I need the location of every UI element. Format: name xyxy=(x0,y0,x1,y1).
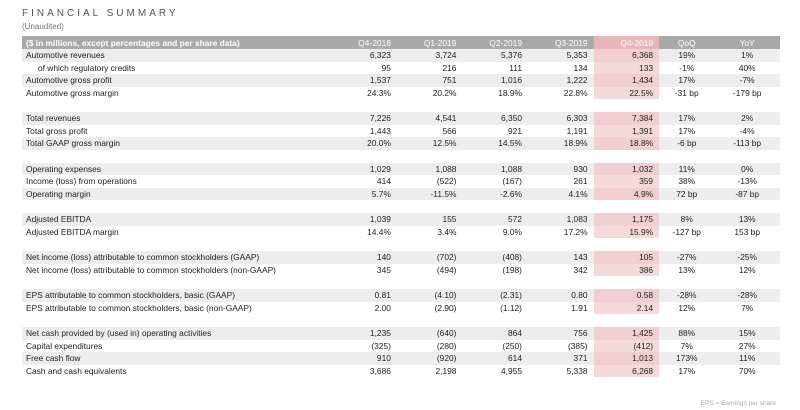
table-cell: 153 bp xyxy=(734,226,760,237)
table-cell: 173% xyxy=(659,352,714,365)
table-cell: 17.2% xyxy=(563,226,588,237)
page-title: FINANCIAL SUMMARY xyxy=(22,8,179,19)
table-cell: (408) xyxy=(462,251,528,264)
table-cell: 18.8% xyxy=(594,137,660,150)
table-cell: 1,537 xyxy=(331,74,397,87)
row-label: Total gross profit xyxy=(26,125,88,136)
table-row xyxy=(22,302,780,315)
spacer-cell xyxy=(22,99,780,112)
table-cell: 614 xyxy=(462,352,528,365)
table-cell: 1,016 xyxy=(462,74,528,87)
row-label: EPS attributable to common stockholders, basic (GAAP) xyxy=(22,289,331,302)
footnote: EPS = Earnings per share xyxy=(700,400,776,407)
table-cell: 12.5% xyxy=(397,137,463,150)
table-cell: 18.9% xyxy=(528,137,594,150)
table-row xyxy=(22,87,780,100)
table-cell: 3,724 xyxy=(397,49,463,62)
table-cell: 566 xyxy=(442,125,457,136)
table-cell: 13% xyxy=(714,213,780,226)
table-cell: 1,175 xyxy=(594,213,660,226)
table-row xyxy=(22,74,780,87)
table-cell: 12% xyxy=(678,302,696,313)
table-cell: -7% xyxy=(714,74,780,87)
table-cell: 0.58 xyxy=(594,289,660,302)
row-label: Cash and cash equivalents xyxy=(26,365,127,376)
table-cell: 22.8% xyxy=(563,87,588,98)
table-cell: 572 xyxy=(462,213,528,226)
column-header-q2-2019: Q2-2019 xyxy=(462,36,528,49)
group-spacer xyxy=(22,276,780,289)
table-cell: 9.0% xyxy=(502,226,522,237)
table-cell: 7,226 xyxy=(331,112,397,125)
table-cell: 155 xyxy=(397,213,463,226)
table-row xyxy=(22,352,780,365)
table-row xyxy=(22,112,780,125)
group-spacer xyxy=(22,99,780,112)
table-cell: 20.2% xyxy=(432,87,457,98)
table-cell: 5,376 xyxy=(462,49,528,62)
table-cell: 756 xyxy=(528,327,594,340)
table-cell: 7,384 xyxy=(594,112,660,125)
table-cell: 14.4% xyxy=(367,226,391,237)
financial-summary-table-wrap xyxy=(22,36,780,377)
spacer-cell xyxy=(22,150,780,163)
table-row xyxy=(22,163,780,176)
table-cell: 2,198 xyxy=(435,365,457,376)
table-row xyxy=(22,62,780,75)
table-cell: 3.4% xyxy=(437,226,457,237)
table-cell: 17% xyxy=(678,125,696,136)
table-cell: 17% xyxy=(659,112,714,125)
table-cell: 1,425 xyxy=(594,327,660,340)
table-row xyxy=(22,226,780,239)
table-cell: 414 xyxy=(376,176,391,187)
table-cell: 5,338 xyxy=(566,365,588,376)
row-label: Adjusted EBITDA margin xyxy=(26,226,119,237)
table-cell: -113 bp xyxy=(714,137,780,150)
table-cell: (198) xyxy=(502,264,522,275)
table-cell: 70% xyxy=(738,365,756,376)
table-cell: 12% xyxy=(738,264,756,275)
table-cell: 6,368 xyxy=(594,49,660,62)
table-cell: 0.80 xyxy=(528,289,594,302)
financial-summary-table xyxy=(22,36,780,377)
table-cell: 140 xyxy=(331,251,397,264)
table-cell: 13% xyxy=(678,264,696,275)
table-row xyxy=(22,213,780,226)
column-header-q4-2018: Q4-2018 xyxy=(331,36,397,49)
table-row xyxy=(22,340,780,353)
table-cell: (167) xyxy=(502,176,522,187)
table-cell: (2.90) xyxy=(434,302,457,313)
table-cell: 1,039 xyxy=(331,213,397,226)
table-cell: 111 xyxy=(509,62,522,73)
spacer-cell xyxy=(22,238,780,251)
spacer-cell xyxy=(22,276,780,289)
table-row xyxy=(22,365,780,378)
table-row xyxy=(22,251,780,264)
row-label: Total GAAP gross margin xyxy=(22,137,331,150)
table-cell: 910 xyxy=(331,352,397,365)
table-row xyxy=(22,49,780,62)
spacer-cell xyxy=(22,314,780,327)
table-cell: 1,434 xyxy=(594,74,660,87)
table-cell: 2.14 xyxy=(594,302,660,315)
table-cell: 216 xyxy=(442,62,457,73)
row-label: Adjusted EBITDA xyxy=(22,213,331,226)
header-label: ($ in millions, except percentages and per share data) xyxy=(22,36,331,49)
table-cell: (640) xyxy=(397,327,463,340)
table-cell: -4% xyxy=(739,125,755,136)
table-cell: -179 bp xyxy=(732,87,762,98)
table-cell: 20.0% xyxy=(331,137,397,150)
table-cell: 342 xyxy=(573,264,588,275)
table-cell: 14.5% xyxy=(462,137,528,150)
table-cell: 2% xyxy=(714,112,780,125)
table-cell: 38% xyxy=(678,176,696,187)
table-cell: 17% xyxy=(678,365,696,376)
table-row xyxy=(22,289,780,302)
table-cell: 1,443 xyxy=(369,125,391,136)
table-cell: 24.3% xyxy=(367,87,391,98)
table-row xyxy=(22,125,780,138)
table-cell: -27% xyxy=(659,251,714,264)
table-cell: 1.91 xyxy=(571,302,588,313)
table-cell: 1,235 xyxy=(331,327,397,340)
table-cell: (494) xyxy=(436,264,457,275)
table-cell: 72 bp xyxy=(659,188,714,201)
row-label: EPS attributable to common stockholders, basic (non-GAAP) xyxy=(26,302,252,313)
table-cell: -1% xyxy=(679,62,695,73)
table-cell: -13% xyxy=(737,176,757,187)
row-label: Free cash flow xyxy=(22,352,331,365)
row-label: Net income (loss) attributable to common stockholders (GAAP) xyxy=(22,251,331,264)
table-cell: 5,353 xyxy=(528,49,594,62)
row-label: Operating expenses xyxy=(22,163,331,176)
table-cell: (385) xyxy=(567,340,588,351)
table-cell: 5.7% xyxy=(331,188,397,201)
table-cell: 4.1% xyxy=(528,188,594,201)
table-cell: 359 xyxy=(594,175,660,188)
table-cell: 27% xyxy=(738,340,756,351)
table-cell: 15% xyxy=(714,327,780,340)
table-cell: (325) xyxy=(371,340,391,351)
table-cell: 4.9% xyxy=(594,188,660,201)
table-cell: 133 xyxy=(594,62,660,75)
table-cell: -31 bp xyxy=(674,87,699,98)
table-cell: 7% xyxy=(741,302,754,313)
table-cell: (2.31) xyxy=(462,289,528,302)
table-cell: 6,323 xyxy=(331,49,397,62)
table-cell: 8% xyxy=(659,213,714,226)
table-cell: 930 xyxy=(528,163,594,176)
table-cell: 6,268 xyxy=(594,365,660,378)
table-cell: 0% xyxy=(714,163,780,176)
table-cell: (1.12) xyxy=(500,302,522,313)
table-cell: -25% xyxy=(714,251,780,264)
table-row xyxy=(22,175,780,188)
table-cell: 1,083 xyxy=(528,213,594,226)
table-cell: 1,088 xyxy=(462,163,528,176)
table-cell: 11% xyxy=(659,163,714,176)
table-row xyxy=(22,327,780,340)
table-cell: (702) xyxy=(397,251,463,264)
group-spacer xyxy=(22,238,780,251)
column-header-q3-2019: Q3-2019 xyxy=(528,36,594,49)
table-cell: 134 xyxy=(573,62,588,73)
group-spacer xyxy=(22,150,780,163)
row-label: Capital expenditures xyxy=(26,340,103,351)
table-cell: 0.81 xyxy=(331,289,397,302)
column-header-qoq: QoQ xyxy=(659,36,714,49)
row-label: Total revenues xyxy=(22,112,331,125)
table-cell: 864 xyxy=(462,327,528,340)
table-cell: 95 xyxy=(381,62,391,73)
table-cell: 4,955 xyxy=(501,365,522,376)
table-cell: (4.10) xyxy=(397,289,463,302)
table-cell: 40% xyxy=(738,62,756,73)
table-cell: 6,350 xyxy=(462,112,528,125)
group-spacer xyxy=(22,200,780,213)
row-label: Automotive gross margin xyxy=(26,87,119,98)
table-cell: (412) xyxy=(594,340,660,353)
table-cell: (250) xyxy=(502,340,522,351)
table-cell: 3,686 xyxy=(369,365,391,376)
table-cell: 1,191 xyxy=(566,125,588,136)
table-cell: -87 bp xyxy=(714,188,780,201)
row-label: Automotive gross profit xyxy=(22,74,331,87)
column-header-yoy: YoY xyxy=(714,36,780,49)
row-label: Income (loss) from operations xyxy=(26,176,137,187)
table-cell: 2.00 xyxy=(374,302,391,313)
table-body xyxy=(22,49,780,377)
table-cell: 143 xyxy=(528,251,594,264)
table-cell: 261 xyxy=(573,176,588,187)
row-label: of which regulatory credits xyxy=(38,62,136,73)
table-cell: -127 bp xyxy=(672,226,701,237)
table-cell: 1,088 xyxy=(397,163,463,176)
spacer-cell xyxy=(22,200,780,213)
table-cell: -28% xyxy=(714,289,780,302)
table-cell: 88% xyxy=(659,327,714,340)
table-cell: -2.6% xyxy=(462,188,528,201)
table-cell: 1,391 xyxy=(594,125,660,138)
group-spacer xyxy=(22,314,780,327)
table-cell: 15.9% xyxy=(594,226,660,239)
table-header-row xyxy=(22,36,780,49)
table-cell: 4,541 xyxy=(397,112,463,125)
table-cell: 17% xyxy=(659,74,714,87)
table-cell: 345 xyxy=(376,264,391,275)
column-header-q4-2019: Q4-2019 xyxy=(594,36,660,49)
column-header-q1-2019: Q1-2019 xyxy=(397,36,463,49)
table-row xyxy=(22,137,780,150)
table-cell: 18.9% xyxy=(498,87,522,98)
table-row xyxy=(22,264,780,277)
table-cell: 1,032 xyxy=(594,163,660,176)
table-cell: 386 xyxy=(594,264,660,277)
table-cell: 6,303 xyxy=(528,112,594,125)
table-cell: 1,222 xyxy=(528,74,594,87)
table-cell: 105 xyxy=(594,251,660,264)
table-cell: 751 xyxy=(397,74,463,87)
table-cell: 1,013 xyxy=(594,352,660,365)
row-label: Net income (loss) attributable to common stockholders (non-GAAP) xyxy=(26,264,276,275)
table-cell: (920) xyxy=(397,352,463,365)
row-label: Automotive revenues xyxy=(22,49,331,62)
table-cell: 371 xyxy=(528,352,594,365)
row-label: Net cash provided by (used in) operating activities xyxy=(22,327,331,340)
table-cell: -6 bp xyxy=(659,137,714,150)
table-cell: -28% xyxy=(659,289,714,302)
row-label: Operating margin xyxy=(22,188,331,201)
table-cell: 1,029 xyxy=(331,163,397,176)
table-cell: 19% xyxy=(659,49,714,62)
table-cell: 11% xyxy=(714,352,780,365)
table-cell: 1% xyxy=(714,49,780,62)
table-cell: (280) xyxy=(436,340,457,351)
table-cell: -11.5% xyxy=(397,188,463,201)
table-cell: 921 xyxy=(508,125,522,136)
table-cell: (522) xyxy=(436,176,457,187)
page-subtitle: (Unaudited) xyxy=(22,22,64,31)
table-cell: 7% xyxy=(680,340,693,351)
table-row xyxy=(22,188,780,201)
table-cell: 22.5% xyxy=(594,87,660,100)
